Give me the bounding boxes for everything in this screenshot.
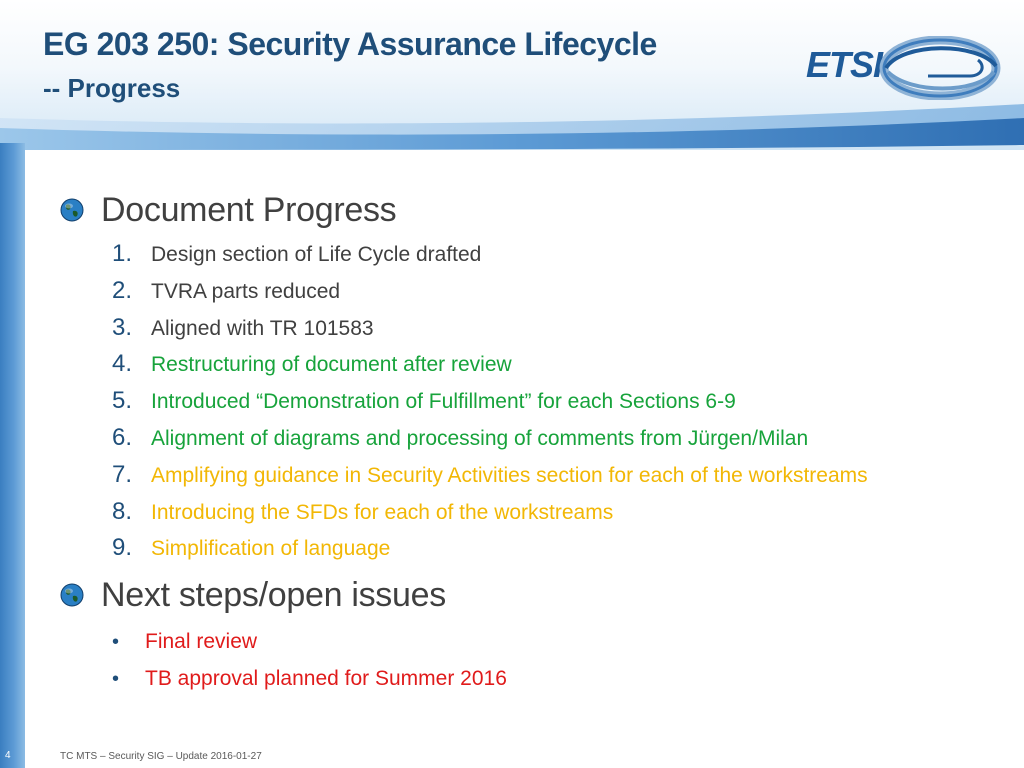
list-item [112, 623, 1000, 660]
item-text: Introducing the SFDs for each of the workstreams [151, 500, 614, 524]
section-heading-next-steps: Next steps/open issues [101, 576, 446, 615]
item-text: Design section of Life Cycle drafted [151, 243, 482, 266]
list-item [112, 457, 1000, 494]
item-number: 2. [112, 276, 133, 304]
item-number: 5. [112, 387, 133, 415]
slide-content [60, 190, 1000, 697]
list-item [112, 310, 1000, 347]
section-document-progress [60, 190, 1000, 234]
item-number: 8. [112, 497, 133, 525]
item-text: Restructuring of document after review [151, 353, 512, 377]
item-text: TVRA parts reduced [151, 279, 341, 303]
item-number: 7. [112, 460, 133, 488]
bullet-icon: • [112, 668, 120, 691]
item-number: 3. [112, 313, 133, 341]
etsi-logo-mark-icon [858, 36, 1020, 100]
slide-title: EG 203 250: Security Assurance Lifecycle [43, 26, 657, 62]
document-progress-list [60, 236, 1000, 567]
item-text: Introduced “Demonstration of Fulfillment” for each Sections 6-9 [151, 390, 736, 414]
list-item [112, 660, 1000, 697]
etsi-logo [800, 36, 1020, 100]
item-text: Amplifying guidance in Security Activities section for each of the workstreams [151, 463, 868, 487]
globe-icon [60, 198, 84, 222]
globe-icon [60, 583, 84, 607]
list-item [112, 273, 1000, 310]
bullet-icon: • [112, 631, 120, 654]
item-number: 9. [112, 534, 133, 562]
list-item [112, 420, 1000, 457]
next-steps-list [60, 623, 1000, 697]
slide-subtitle: -- Progress [43, 73, 181, 103]
item-number: 6. [112, 423, 133, 451]
list-item [112, 383, 1000, 420]
list-item [112, 530, 1000, 567]
list-item [112, 236, 1000, 273]
item-number: 1. [112, 240, 133, 267]
left-accent-bar [0, 143, 25, 768]
etsi-logo-text: ETSI [806, 44, 883, 85]
item-text: Final review [145, 630, 258, 654]
item-text: Simplification of language [151, 537, 391, 561]
section-heading-document-progress: Document Progress [101, 191, 397, 229]
footer-text: TC MTS – Security SIG – Update 2016-01-27 [60, 751, 262, 762]
slide-number: 4 [5, 750, 11, 761]
item-text: Alignment of diagrams and processing of comments from Jürgen/Milan [151, 426, 809, 450]
list-item [112, 346, 1000, 383]
item-text: Aligned with TR 101583 [151, 316, 374, 340]
list-item [112, 494, 1000, 531]
section-next-steps [60, 575, 1000, 619]
item-text: TB approval planned for Summer 2016 [145, 667, 507, 691]
item-number: 4. [112, 350, 133, 378]
